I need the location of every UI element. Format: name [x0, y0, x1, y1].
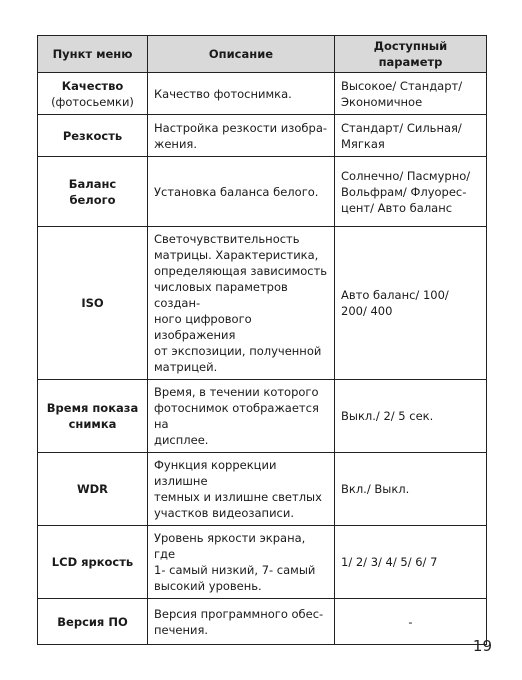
row-description: Светочувствительность матрицы. Характеристика, определяющая зависимость числовых параметров создан- ного цифрового изображения от экспозиции, полученной матрицей.: [148, 227, 335, 380]
header-menu-item: Пункт меню: [38, 36, 148, 73]
row-parameter: Стандарт/ Сильная/ Мягкая: [335, 115, 487, 157]
row-description: Функция коррекции излишне темных и излишне светлых участков видеозаписи.: [148, 453, 335, 526]
row-parameter: Солнечно/ Пасмурно/ Вольфрам/ Флуорес- цент/ Авто баланс: [335, 157, 487, 227]
row-name: Версия ПО: [38, 599, 148, 645]
row-parameter: Высокое/ Стандарт/ Экономичное: [335, 73, 487, 115]
table-row: [38, 73, 487, 115]
row-name: LCD яркость: [38, 526, 148, 599]
row-parameter: Выкл./ 2/ 5 сек.: [335, 380, 487, 453]
table-header-row: [38, 36, 487, 73]
row-name: Время показа снимка: [38, 380, 148, 453]
header-description: Описание: [148, 36, 335, 73]
table-row: [38, 453, 487, 526]
row-description: Качество фотоснимка.: [148, 73, 335, 115]
header-available-parameter: Доступный параметр: [335, 36, 487, 73]
row-description: Время, в течении которого фотоснимок отображается на дисплее.: [148, 380, 335, 453]
row-description: Уровень яркости экрана, где 1- самый низкий, 7- самый высокий уровень.: [148, 526, 335, 599]
row-name: Баланс белого: [38, 157, 148, 227]
row-name-cell: [38, 73, 148, 115]
row-name: Резкость: [38, 115, 148, 157]
row-name-subtitle: (фотосьемки): [51, 94, 134, 109]
row-name: Качество: [61, 78, 124, 93]
row-description: Версия программного обес- печения.: [148, 599, 335, 645]
row-parameter: Вкл./ Выкл.: [335, 453, 487, 526]
table-row: [38, 380, 487, 453]
row-name: ISO: [38, 227, 148, 380]
row-description: Установка баланса белого.: [148, 157, 335, 227]
row-parameter: Авто баланс/ 100/ 200/ 400: [335, 227, 487, 380]
settings-table: [37, 35, 487, 645]
row-description: Настройка резкости изобра- жения.: [148, 115, 335, 157]
table-row: [38, 227, 487, 380]
table-row: [38, 115, 487, 157]
page-number: 19: [472, 637, 492, 655]
row-parameter: -: [335, 599, 487, 645]
row-name: WDR: [38, 453, 148, 526]
table-row: [38, 157, 487, 227]
row-parameter: 1/ 2/ 3/ 4/ 5/ 6/ 7: [335, 526, 487, 599]
table-row: [38, 599, 487, 645]
table-row: [38, 526, 487, 599]
